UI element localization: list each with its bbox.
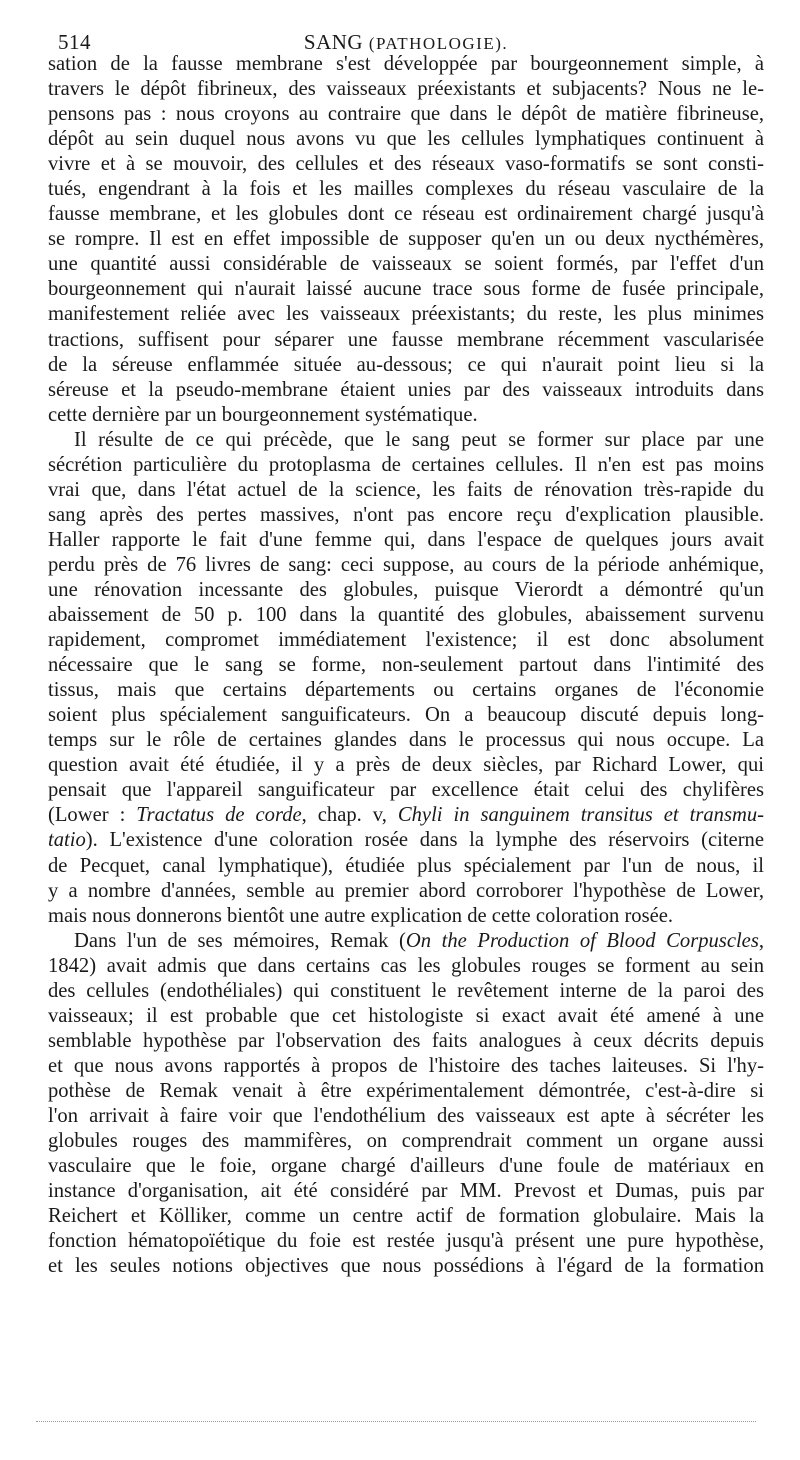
text-line: y a nombre d'années, semble au premier abord corroborer l'hypothèse de Lower, (48, 879, 764, 902)
text-line: tués, engendrant à la fois et les mailles complexes du réseau vasculaire de la (48, 178, 764, 201)
text-line: tractions, suffisent pour séparer une fausse membrane récemment vascularisée (48, 328, 764, 351)
citation-line (48, 828, 764, 853)
text-line: vasculaire que le foie, organe chargé d'ailleurs d'une foule de matériaux en (48, 1155, 764, 1178)
text-line: fausse membrane, et les globules dont ce réseau est ordinairement chargé jusqu'à (48, 203, 764, 226)
citation-post: ). L'existence d'une coloration rosée dans la lymphe des réservoirs (citerne (85, 829, 764, 852)
text-line: nécessaire que le sang se forme, non-seulement partout dans l'intimité des (48, 654, 764, 677)
text-line: des cellules (endothéliales) qui constituent le revêtement interne de la paroi des (48, 979, 764, 1002)
text-line: se rompre. Il est en effet impossible de supposer qu'en un ou deux nycthémères, (48, 228, 764, 251)
page-number: 514 (58, 30, 91, 54)
page (48, 22, 764, 1279)
text-line: question avait été étudiée, il y a près de deux siècles, par Richard Lower, qui (48, 754, 764, 777)
paragraph-3 (48, 929, 764, 1280)
text-line: travers le dépôt fibrineux, des vaisseaux préexistants et subjacents? Nous ne le- (48, 78, 764, 101)
text-line: Haller rapporte le fait d'une femme qui, dans l'espace de quelques jours avait (48, 528, 764, 551)
text-line: Reichert et Kölliker, comme un centre actif de formation globulaire. Mais la (48, 1205, 764, 1228)
body-text (48, 52, 764, 1279)
text-line: et les seules notions objectives que nous possédions à l'égard de la formation (48, 1255, 764, 1278)
text-line: bourgeonnement qui n'aurait laissé aucune trace sous forme de fusée principale, (48, 278, 764, 301)
remak-intro-end: , (758, 929, 764, 952)
text-line: Il résulte de ce qui précède, que le sang peut se former sur place par une (74, 428, 764, 451)
paragraph-2 (48, 428, 764, 929)
remak-intro: Dans l'un de ses mémoires, Remak ( (74, 929, 406, 952)
text-line: rapidement, compromet immédiatement l'existence; il est donc absolument (48, 629, 764, 652)
text-line (48, 929, 764, 954)
citation-work-title: Tractatus de corde (136, 804, 302, 827)
citation-pre: (Lower : (48, 804, 137, 827)
footer-dotted-rule (36, 1421, 756, 1422)
text-line: une quantité aussi considérable de vaisseaux se soient formés, par l'effet d'un (48, 253, 764, 276)
text-line: instance d'organisation, ait été considéré par MM. Prevost et Dumas, puis par (48, 1180, 764, 1203)
text-line: dépôt au sein duquel nous avons vu que les cellules lymphatiques continuent à (48, 128, 764, 151)
running-title-main: SANG (303, 30, 364, 54)
citation-chapter-title-end: tatio (48, 829, 86, 852)
text-line: temps sur le rôle de certaines glandes dans le processus qui nous occupe. La (48, 729, 764, 752)
running-title (48, 30, 764, 55)
text-line: fonction hématopoïétique du foie est restée jusqu'à présent une pure hypothèse, (48, 1230, 764, 1253)
text-line: globules rouges des mammifères, on comprendrait comment un organe aussi (48, 1130, 764, 1153)
text-line: sang après des pertes massives, n'ont pas encore reçu d'explication plausible. (48, 503, 764, 526)
text-line: vivre et à se mouvoir, des cellules et des réseaux vaso-formatifs se sont consti- (48, 153, 764, 176)
text-line: vrai que, dans l'état actuel de la science, les faits de rénovation très-rapide du (48, 478, 764, 501)
citation-line (48, 803, 764, 828)
text-line: sécrétion particulière du protoplasma de certaines cellules. Il n'en est pas moins (48, 453, 764, 476)
running-title-subtitle: (PATHOLOGIE). (368, 34, 509, 53)
text-line: cette dernière par un bourgeonnement systématique. (48, 403, 478, 426)
running-head (48, 22, 764, 52)
text-line: 1842) avait admis que dans certains cas les globules rouges se forment au sein (48, 954, 764, 977)
paragraph-1 (48, 52, 764, 428)
text-line: perdu près de 76 livres de sang: ceci suppose, au cours de la période anhémique, (48, 553, 764, 576)
text-line: séreuse et la pseudo-membrane étaient unies par des vaisseaux introduits dans (48, 378, 764, 401)
text-line: pensait que l'appareil sanguificateur par excellence était celui des chylifères (48, 779, 764, 802)
text-line: de Pecquet, canal lymphatique), étudiée plus spécialement par l'un de nous, il (48, 854, 764, 877)
text-line: soient plus spécialement sanguificateurs. On a beaucoup discuté depuis long- (48, 704, 764, 727)
text-line: de la séreuse enflammée située au-dessous; ce qui n'aurait point lieu si la (48, 353, 764, 376)
text-line: et que nous avons rapportés à propos de l'histoire des taches laiteuses. Si l'hy- (48, 1054, 764, 1077)
citation-chapter-title: Chyli in sanguinem transitus et transmu- (397, 804, 764, 827)
text-line: abaissement de 50 p. 100 dans la quantité des globules, abaissement survenu (48, 604, 764, 627)
citation-mid: , chap. v, (301, 804, 398, 827)
text-line: pensons pas : nous croyons au contraire que dans le dépôt de matière fibrineuse, (48, 103, 764, 126)
text-line: l'on arrivait à faire voir que l'endothélium des vaisseaux est apte à sécréter les (48, 1104, 764, 1127)
text-line: mais nous donnerons bientôt une autre explication de cette coloration rosée. (48, 904, 674, 927)
text-line: pothèse de Remak venait à être expérimentalement démontrée, c'est-à-dire si (48, 1079, 764, 1102)
text-line: semblable hypothèse par l'observation des faits analogues à ceux décrits depuis (48, 1029, 764, 1052)
text-line: tissus, mais que certains départements ou certains organes de l'économie (48, 679, 764, 702)
text-line: une rénovation incessante des globules, puisque Vierordt a démontré qu'un (48, 578, 764, 601)
remak-title: On the Production of Blood Corpuscles (405, 929, 759, 952)
text-line: vaisseaux; il est probable que cet histologiste si exact avait été amené à une (48, 1004, 764, 1027)
text-line: sation de la fausse membrane s'est développée par bourgeonnement simple, à (48, 53, 764, 75)
text-line: manifestement reliée avec les vaisseaux préexistants; du reste, les plus minimes (48, 303, 764, 326)
